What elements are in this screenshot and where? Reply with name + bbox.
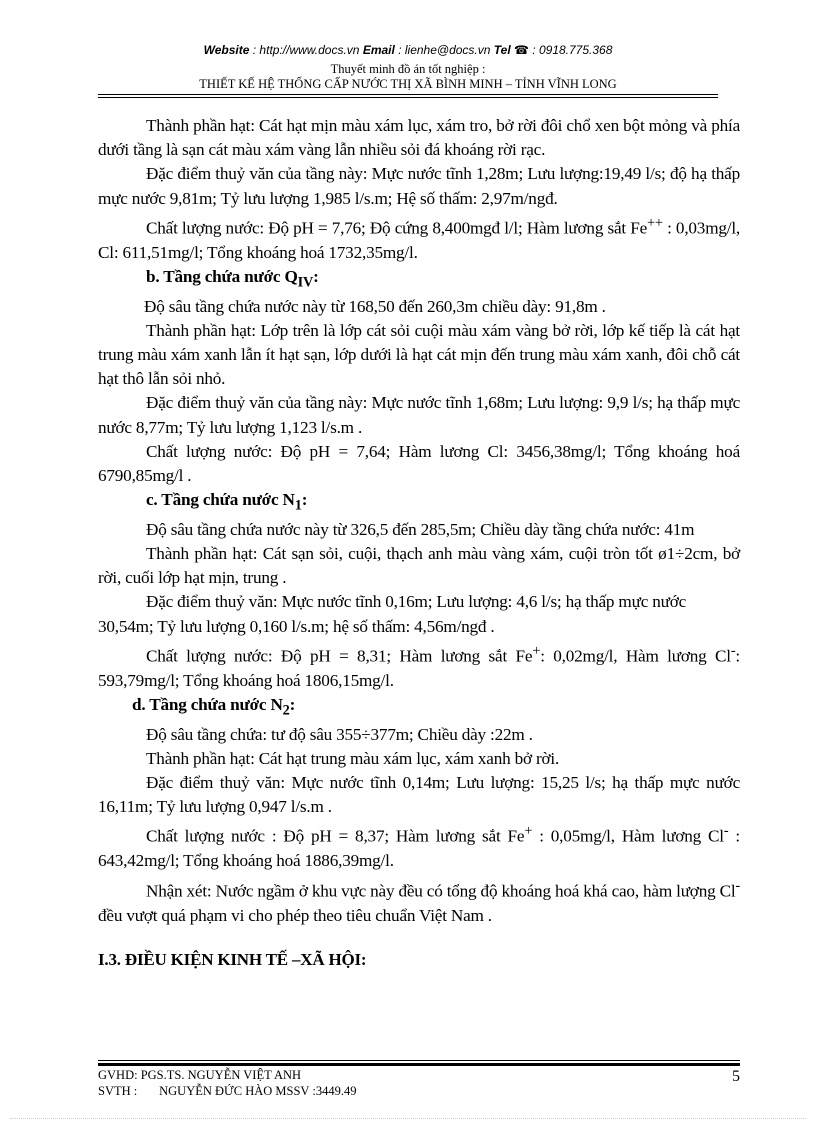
website-url[interactable]: : http://www.docs.vn [252,43,360,57]
footer-supervisor: GVHD: PGS.TS. NGUYỄN VIỆT ANH [98,1068,302,1082]
superscript: + [532,642,541,659]
page-number: 5 [732,1068,740,1085]
superscript: + [524,823,533,840]
email-label: Email [362,43,395,57]
paragraph: Chất lượng nước: Độ pH = 7,64; Hàm lương Cl: 3456,38mg/l; Tổng khoáng hoá 6790,85mg/l . [98,441,740,486]
text-run: c. Tầng chứa nước N [146,490,295,510]
paragraph: Đặc điểm thuỷ văn: Mực nước tĩnh 0,14m; Lưu lượng: 15,25 l/s; hạ thấp mực nước 16,11m; Tỷ lưu lượng 0,947 l/s.m . [98,773,740,817]
paragraph: Đặc điểm thuỷ văn của tầng này: Mực nước tĩnh 1,68m; Lưu lượng: 9,9 l/s; hạ thấp mực nước 8,77m; Tỷ lưu lượng 1,123 l/s.m . [98,393,740,437]
footer-rule [98,1060,740,1061]
paragraph [98,819,740,873]
tel-label: Tel [493,43,511,57]
text-run: : 593,79mg/l; Tổng khoáng hoá 1806,15mg/l. [98,646,740,690]
paragraph: Độ sâu tầng chứa nước này từ 168,50 đến 260,3m chiều dày: 91,8m . [144,296,606,316]
paragraph: 30,54m; Tỷ lưu lượng 0,160 l/s.m; hệ số thấm: 4,56m/ngđ . [98,616,495,636]
paragraph: Đặc điểm thuỷ văn của tầng này: Mực nước tĩnh 1,28m; Lưu lượng:19,49 l/s; độ hạ thấp mực nước 9,81m; Tỷ lưu lượng 1,985 l/s.m; Hệ số thấm: 2,97m/ngđ. [98,164,740,208]
footer-rule-thick [98,1063,740,1066]
header-title: THIẾT KẾ HỆ THỐNG CẤP NƯỚC THỊ XÃ BÌNH MINH – TỈNH VĨNH LONG [199,77,617,91]
subscript: 1 [294,497,302,514]
text-run: đều vượt quá phạm vi cho phép theo tiêu chuẩn Việt Nam . [98,905,492,925]
page-edge-divider [10,1118,806,1119]
footer-student: SVTH : NGUYỄN ĐỨC HÀO MSSV :3449.49 [98,1084,357,1098]
superscript: - [735,877,740,894]
paragraph: Độ sâu tầng chứa nước này từ 326,5 đến 285,5m; Chiều dày tầng chứa nước: 41m [146,519,695,539]
text-run: : 0,05mg/l, Hàm lương Cl [532,827,724,847]
header-rule [98,94,718,95]
text-run: : [301,490,308,510]
superscript: ++ [647,214,663,231]
text-run: Chất lượng nước: Độ pH = 8,31; Hàm lương sắt Fe [146,646,533,666]
text-run: : [289,695,296,715]
section-heading: I.3. ĐIỀU KIỆN KINH TẾ –XÃ HỘI: [98,949,367,969]
paragraph [98,874,740,928]
paragraph [98,211,740,265]
text-run: b. Tầng chứa nước Q [146,266,298,286]
text-run: : 0,03mg/l, Cl: 611,51mg/l; Tổng khoáng hoá 1732,35mg/l. [98,218,741,262]
website-label: Website [203,43,250,57]
text-run: : [313,266,319,286]
text-run: Chất lượng nước: Độ pH = 7,76; Độ cứng 8,400mgđ l/l; Hàm lương sắt Fe [146,218,648,238]
paragraph [98,639,740,693]
paragraph: Đặc điểm thuỷ văn: Mực nước tĩnh 0,16m; Lưu lượng: 4,6 l/s; hạ thấp mực nước [146,592,687,612]
header-subtitle: Thuyết minh đồ án tốt nghiệp : [330,62,486,76]
tel-number: ☎ : 0918.775.368 [514,43,613,57]
document-footer [98,1067,740,1099]
paragraph: Độ sâu tầng chứa: tư độ sâu 355÷377m; Chiều dày :22m . [146,724,533,744]
text-run: d. Tầng chứa nước N [132,695,283,715]
header-rule-2 [98,97,718,98]
subheading-d [98,693,740,723]
paragraph: Thành phần hạt: Cát hạt trung màu xám lục, xám xanh bở rời. [146,748,560,768]
text-run: Chất lượng nước : Độ pH = 8,37; Hàm lương sắt Fe [146,827,525,847]
paragraph: Thành phần hạt: Cát sạn sỏi, cuội, thạch anh màu vàng xám, cuội tròn tốt ø1÷2cm, bở rời, cuối lớp hạt mịn, trung . [98,544,740,588]
document-body [98,114,740,972]
subheading-b [98,265,740,295]
superscript: - [730,642,736,659]
text-run: : 643,42mg/l; Tổng khoáng hoá 1886,39mg/l. [98,827,740,871]
superscript: - [723,823,729,840]
subscript: IV [297,274,314,291]
document-header [98,62,718,92]
subheading-c [98,488,740,518]
paragraph: Thành phần hạt: Lớp trên là lớp cát sỏi cuội màu xám vàng bở rời, lớp kế tiếp là cát hạt trung màu xám xanh lẫn ít hạt sạn, lớp dưới là hạt cát mịn đến trung màu xám xanh, đôi chỗ cát hạt thô lẫn sỏi nhỏ. [98,320,740,389]
text-run: Nhận xét: Nước ngầm ở khu vực này đều có tổng độ khoáng hoá khá cao, hàm lượng Cl [146,881,736,901]
paragraph: Thành phần hạt: Cát hạt mịn màu xám lục, xám tro, bở rời đôi chổ xen bột mỏng và phía dưới tầng là sạn cát màu xám vàng lẫn nhiều sỏi đá khoáng rời rạc. [98,116,740,160]
subscript: 2 [282,702,290,719]
website-banner [100,42,716,58]
text-run: : 0,02mg/l, Hàm lương Cl [540,646,731,666]
email-address[interactable]: : lienhe@docs.vn [398,43,491,57]
